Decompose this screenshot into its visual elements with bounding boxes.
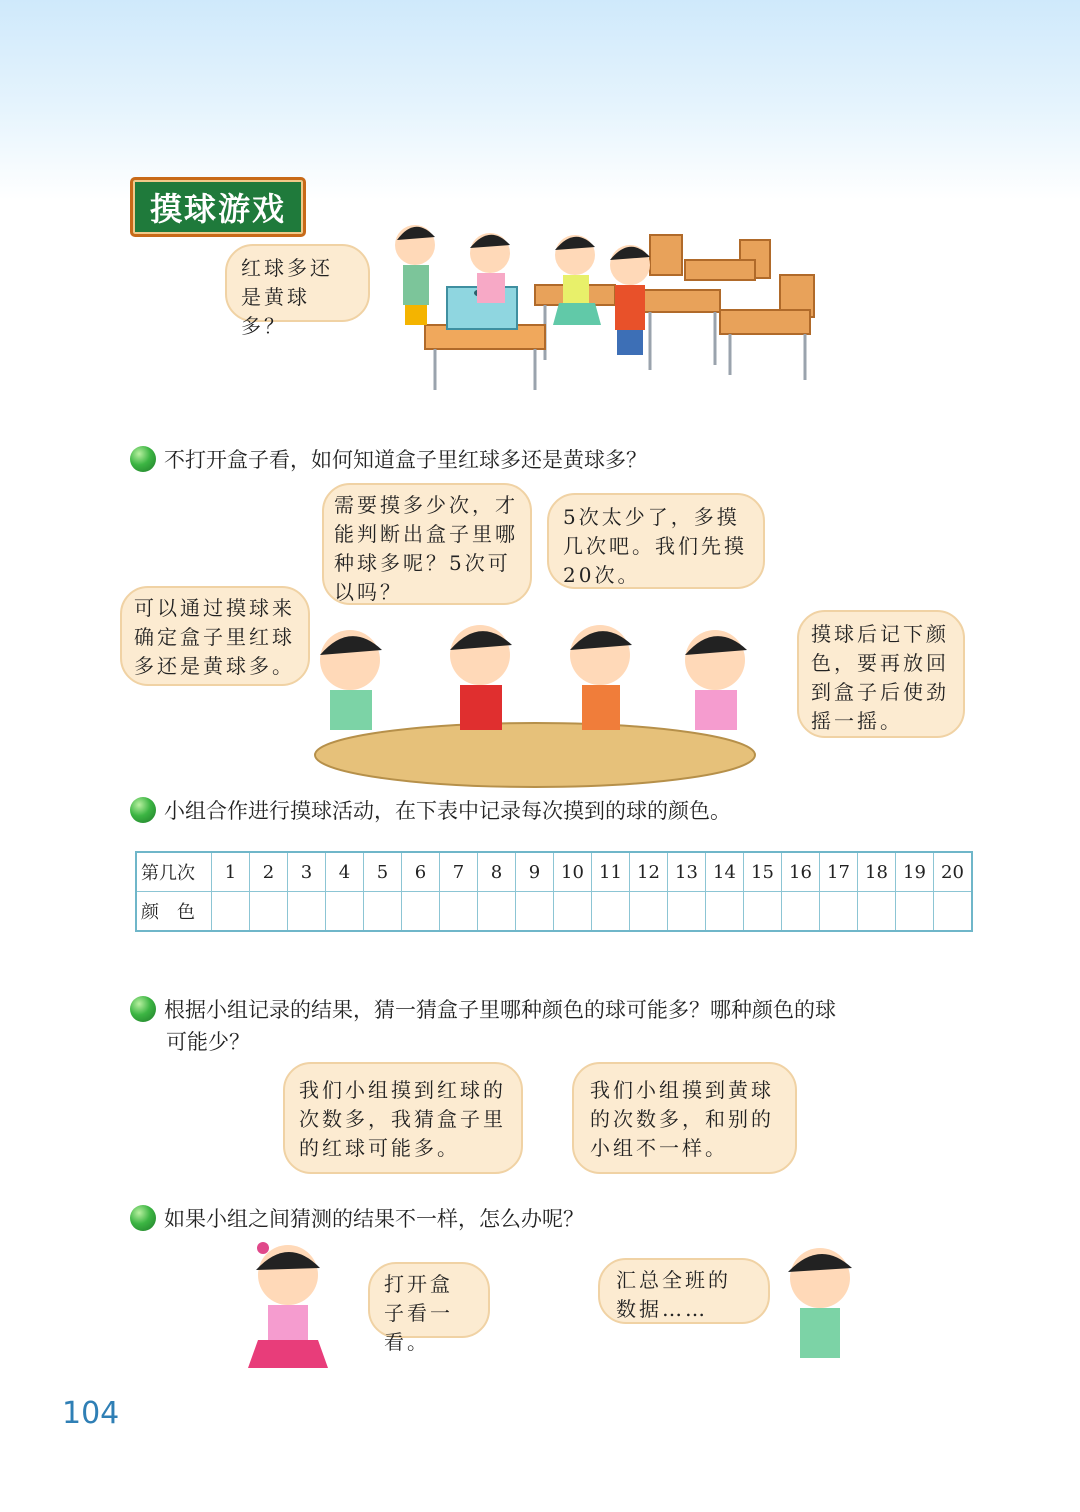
trial-cell: 17 — [820, 852, 858, 892]
trial-cell: 6 — [402, 852, 440, 892]
color-cell[interactable] — [364, 892, 402, 932]
color-cell[interactable] — [744, 892, 782, 932]
question-2-text: 小组合作进行摸球活动，在下表中记录每次摸到的球的颜色。 — [164, 799, 731, 823]
color-cell[interactable] — [478, 892, 516, 932]
trial-cell: 8 — [478, 852, 516, 892]
question-3-text-line1: 根据小组记录的结果，猜一猜盒子里哪种颜色的球可能多？哪种颜色的球 — [164, 998, 836, 1022]
girl-illustration — [228, 1240, 348, 1380]
trial-cell: 11 — [592, 852, 630, 892]
color-cell[interactable] — [858, 892, 896, 932]
color-cell[interactable] — [326, 892, 364, 932]
trial-cell: 14 — [706, 852, 744, 892]
table-header-color: 颜 色 — [136, 892, 212, 932]
green-bullet-icon — [130, 797, 156, 823]
trial-cell: 7 — [440, 852, 478, 892]
trial-cell: 20 — [934, 852, 973, 892]
trial-cell: 15 — [744, 852, 782, 892]
speech-bubble-red-guess: 我们小组摸到红球的次数多，我猜盒子里的红球可能多。 — [283, 1062, 523, 1174]
speech-bubble-summary: 汇总全班的数据…… — [598, 1258, 770, 1324]
green-bullet-icon — [130, 996, 156, 1022]
color-cell[interactable] — [592, 892, 630, 932]
speech-bubble-mid: 需要摸多少次，才能判断出盒子里哪种球多呢？5次可以吗？ — [322, 483, 532, 605]
page-number: 104 — [62, 1396, 120, 1431]
trial-cell: 3 — [288, 852, 326, 892]
speech-bubble-left: 可以通过摸球来确定盒子里红球多还是黄球多。 — [120, 586, 310, 686]
color-cell[interactable] — [934, 892, 973, 932]
color-cell[interactable] — [288, 892, 326, 932]
question-2 — [130, 795, 731, 827]
speech-bubble-right-top: 5次太少了，多摸几次吧。我们先摸20次。 — [547, 493, 765, 589]
question-3-text-line2: 可能少？ — [166, 1030, 250, 1054]
section-title: 摸球游戏 — [130, 177, 306, 237]
speech-bubble-question: 红球多还是黄球多？ — [225, 244, 370, 322]
trial-cell: 10 — [554, 852, 592, 892]
trial-cell: 4 — [326, 852, 364, 892]
boy-illustration — [770, 1240, 870, 1370]
speech-bubble-far-right: 摸球后记下颜色，要再放回到盒子后使劲摇一摇。 — [797, 610, 965, 738]
speech-bubble-yellow-guess: 我们小组摸到黄球的次数多，和别的小组不一样。 — [572, 1062, 797, 1174]
trial-cell: 5 — [364, 852, 402, 892]
trial-cell: 2 — [250, 852, 288, 892]
color-cell[interactable] — [402, 892, 440, 932]
speech-bubble-open-box: 打开盒子看一看。 — [368, 1262, 490, 1338]
trial-cell: 12 — [630, 852, 668, 892]
classroom-scene-illustration — [395, 215, 835, 430]
color-cell[interactable] — [554, 892, 592, 932]
color-cell[interactable] — [668, 892, 706, 932]
table-header-trial: 第几次 — [136, 852, 212, 892]
green-bullet-icon — [130, 1205, 156, 1231]
trial-cell: 13 — [668, 852, 706, 892]
trial-cell: 9 — [516, 852, 554, 892]
question-1 — [130, 444, 647, 476]
color-cell[interactable] — [250, 892, 288, 932]
record-table — [135, 851, 973, 932]
table-row-colors — [136, 892, 972, 932]
color-cell[interactable] — [706, 892, 744, 932]
header-gradient — [0, 0, 1080, 200]
trial-cell: 19 — [896, 852, 934, 892]
discussion-group-illustration — [300, 615, 770, 790]
trial-cell: 16 — [782, 852, 820, 892]
color-cell[interactable] — [440, 892, 478, 932]
color-cell[interactable] — [516, 892, 554, 932]
green-bullet-icon — [130, 446, 156, 472]
question-4 — [130, 1203, 584, 1235]
color-cell[interactable] — [212, 892, 250, 932]
table-row-trials — [136, 852, 972, 892]
color-cell[interactable] — [896, 892, 934, 932]
question-3 — [130, 994, 960, 1058]
trial-cell: 1 — [212, 852, 250, 892]
question-1-text: 不打开盒子看，如何知道盒子里红球多还是黄球多？ — [164, 448, 647, 472]
trial-cell: 18 — [858, 852, 896, 892]
color-cell[interactable] — [820, 892, 858, 932]
color-cell[interactable] — [630, 892, 668, 932]
color-cell[interactable] — [782, 892, 820, 932]
question-4-text: 如果小组之间猜测的结果不一样，怎么办呢？ — [164, 1207, 584, 1231]
